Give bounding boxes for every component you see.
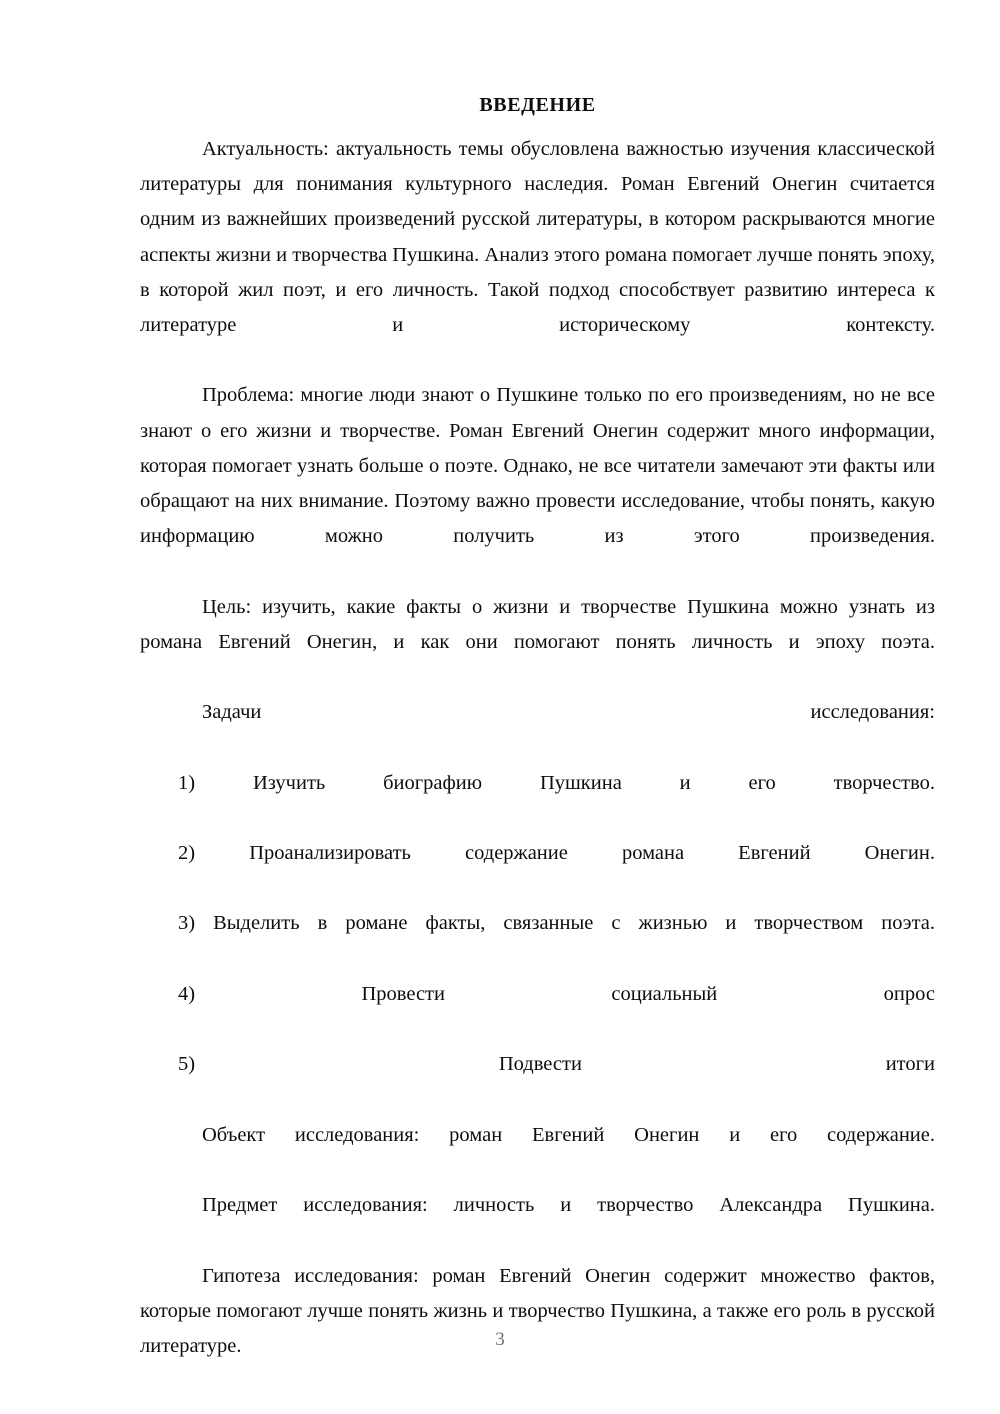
paragraph-hypothesis: Гипотеза исследования: роман Евгений Онегин содержит множество фактов, которые помогают лучше понять жизнь и творчество Пушкина, а также его роль в русской литературе. — [140, 1264, 935, 1357]
list-item-task-4: 4) Провести социальный опрос — [178, 982, 935, 1005]
list-item-task-3: 3) Выделить в романе факты, связанные с жизнью и творчеством поэта. — [178, 912, 935, 935]
paragraph-goal: Цель: изучить, какие факты о жизни и творчестве Пушкина можно узнать из романа Евгений Онегин, и как они помогают понять личность и эпоху поэта. — [140, 595, 935, 653]
paragraph-tasks-heading: Задачи исследования: — [202, 701, 935, 724]
paragraph-problem: Проблема: многие люди знают о Пушкине только по его произведениям, но не все знают о его жизни и творчестве. Роман Евгений Онегин содержит много информации, которая помогает узнать больше о поэте. Однако, не все читатели замечают эти факты или обращают на них внимание. Поэтому важно провести исследование, чтобы понять, какую информацию можно получить из этого произведения. — [140, 384, 935, 548]
paragraph-list — [140, 132, 935, 1399]
paragraph-subject: Предмет исследования: личность и творчество Александра Пушкина. — [202, 1194, 935, 1217]
paragraph-relevance: Актуальность: актуальность темы обусловлена важностью изучения классической литературы для понимания культурного наследия. Роман Евгений Онегин считается одним из важнейших произведений русской литературы, в котором раскрываются многие аспекты жизни и творчества Пушкина. Анализ этого романа помогает лучше понять эпоху, в которой жил поэт, и его личность. Такой подход способствует развитию интереса к литературе и историческому контексту. — [140, 138, 936, 337]
page-title: ВВЕДЕНИЕ — [479, 94, 596, 116]
list-item-task-1: 1) Изучить биографию Пушкина и его творчество. — [178, 771, 935, 794]
list-item-task-5: 5) Подвести итоги — [178, 1053, 935, 1076]
paragraph-object: Объект исследования: роман Евгений Онегин и его содержание. — [202, 1123, 935, 1146]
page-number: 3 — [495, 1329, 505, 1350]
document-body — [140, 90, 935, 1399]
list-item-task-2: 2) Проанализировать содержание романа Евгений Онегин. — [178, 842, 935, 865]
